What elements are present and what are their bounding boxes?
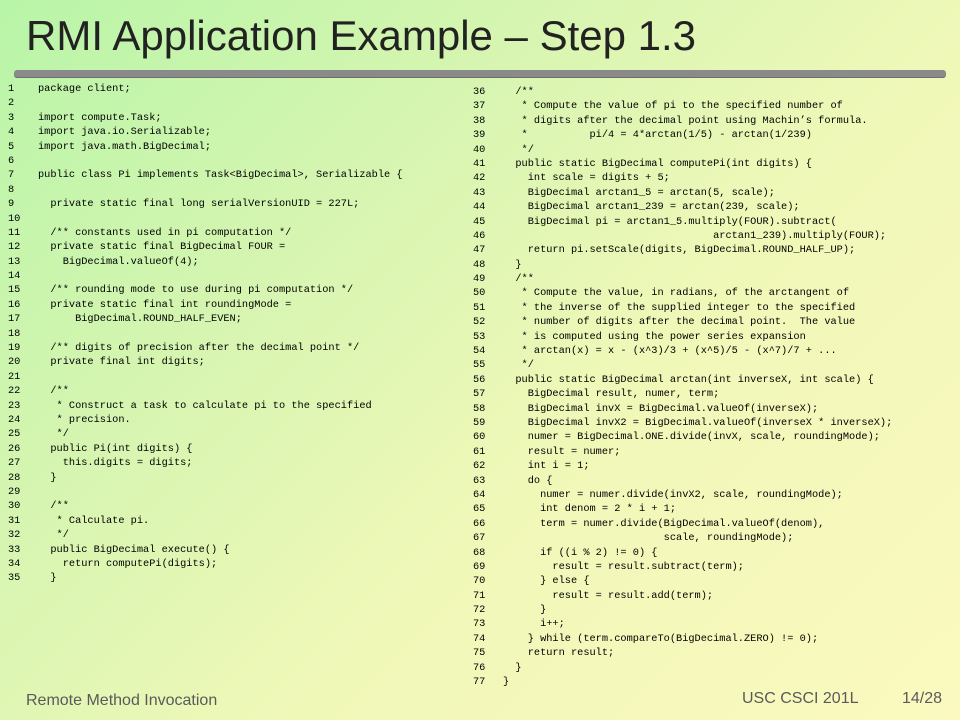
code-line (473, 646, 958, 660)
line-number: 28 (8, 471, 21, 484)
line-number: 56 (473, 373, 486, 386)
code-line (8, 471, 463, 485)
code-line (473, 243, 958, 257)
code-line (473, 330, 958, 344)
footer-course: USC CSCI 201L (742, 690, 859, 707)
line-number: 2 (8, 97, 15, 110)
code-line (8, 485, 463, 499)
code-text: term = numer.divide(BigDecimal.valueOf(denom), (503, 517, 825, 530)
line-number: 26 (8, 442, 21, 455)
line-number: 62 (473, 460, 486, 473)
code-line (473, 560, 958, 574)
line-number: 42 (473, 172, 486, 185)
code-line (8, 514, 463, 528)
code-text: public static BigDecimal computePi(int digits) { (503, 157, 812, 170)
code-line (8, 543, 463, 557)
code-line (473, 517, 958, 531)
code-line (8, 327, 463, 341)
code-line (473, 99, 958, 113)
line-number: 63 (473, 474, 486, 487)
code-text: * the inverse of the supplied integer to the specified (503, 301, 856, 314)
code-text: int denom = 2 * i + 1; (503, 503, 677, 516)
code-line (8, 269, 463, 283)
code-text: * number of digits after the decimal point. The value (503, 316, 856, 329)
code-text: result = numer; (503, 445, 621, 458)
code-text: /** rounding mode to use during pi computation */ (38, 284, 354, 297)
line-number: 46 (473, 229, 486, 242)
line-number: 69 (473, 560, 486, 573)
code-text: */ (38, 428, 69, 441)
line-number: 59 (473, 416, 486, 429)
code-line (8, 341, 463, 355)
line-number: 53 (473, 330, 486, 343)
code-text: /** (503, 86, 534, 98)
code-line (473, 416, 958, 430)
code-line (473, 301, 958, 315)
code-line (8, 168, 463, 182)
code-line (473, 286, 958, 300)
code-line (8, 226, 463, 240)
code-text: */ (503, 359, 534, 372)
code-line (8, 355, 463, 369)
line-number: 74 (473, 632, 486, 645)
code-text: private static final long serialVersionUID = 227L; (38, 198, 360, 211)
code-line (8, 557, 463, 571)
code-line (8, 111, 463, 125)
code-text: do { (503, 474, 553, 487)
code-line (473, 344, 958, 358)
code-text: BigDecimal arctan1_5 = arctan(5, scale); (503, 186, 775, 199)
code-text: BigDecimal arctan1_239 = arctan(239, scale); (503, 201, 800, 214)
line-number: 27 (8, 457, 21, 470)
code-text: package client; (38, 83, 131, 95)
code-text: return result; (503, 647, 615, 660)
line-number: 29 (8, 485, 21, 498)
line-number: 14 (8, 270, 21, 283)
code-text: */ (38, 529, 69, 542)
line-number: 51 (473, 301, 486, 314)
code-line (8, 571, 463, 585)
code-text: public Pi(int digits) { (38, 442, 193, 455)
code-text: this.digits = digits; (38, 457, 193, 470)
code-text: /** (503, 273, 534, 286)
code-line (8, 240, 463, 254)
line-number: 67 (473, 532, 486, 545)
line-number: 25 (8, 428, 21, 441)
line-number: 47 (473, 244, 486, 257)
code-text: return computePi(digits); (38, 557, 218, 570)
code-text: * pi/4 = 4*arctan(1/5) - arctan(1/239) (503, 129, 812, 142)
code-line (473, 675, 958, 689)
line-number: 65 (473, 503, 486, 516)
line-number: 77 (473, 676, 486, 689)
code-text: import java.io.Serializable; (38, 126, 212, 139)
code-line (473, 574, 958, 588)
code-line (8, 82, 463, 96)
code-line (473, 402, 958, 416)
line-number: 11 (8, 226, 21, 239)
code-text: BigDecimal.valueOf(4); (38, 255, 199, 268)
line-number: 64 (473, 488, 486, 501)
code-text: BigDecimal.ROUND_HALF_EVEN; (38, 313, 242, 326)
line-number: 68 (473, 546, 486, 559)
line-number: 1 (8, 83, 15, 95)
code-text: } else { (503, 575, 590, 588)
line-number: 12 (8, 241, 21, 254)
code-line (8, 528, 463, 542)
code-line (8, 140, 463, 154)
code-line (473, 387, 958, 401)
code-text: numer = BigDecimal.ONE.divide(invX, scale, roundingMode); (503, 431, 880, 444)
line-number: 48 (473, 258, 486, 271)
code-text: /** constants used in pi computation */ (38, 226, 292, 239)
line-number: 37 (473, 100, 486, 113)
code-text: import java.math.BigDecimal; (38, 140, 212, 153)
line-number: 31 (8, 514, 21, 527)
code-text: */ (503, 143, 534, 156)
code-text: import compute.Task; (38, 111, 162, 124)
line-number: 7 (8, 169, 15, 182)
line-number: 38 (473, 114, 486, 127)
line-number: 22 (8, 385, 21, 398)
code-line (8, 298, 463, 312)
code-text: BigDecimal invX = BigDecimal.valueOf(inverseX); (503, 402, 819, 415)
line-number: 3 (8, 111, 15, 124)
code-line (473, 143, 958, 157)
line-number: 54 (473, 345, 486, 358)
code-line (473, 603, 958, 617)
slide-title: RMI Application Example – Step 1.3 (26, 12, 697, 59)
line-number: 41 (473, 157, 486, 170)
code-line (473, 617, 958, 631)
code-line (473, 114, 958, 128)
code-line (473, 632, 958, 646)
code-text: * Calculate pi. (38, 514, 150, 527)
code-line (8, 370, 463, 384)
line-number: 70 (473, 575, 486, 588)
line-number: 24 (8, 413, 21, 426)
code-line (8, 197, 463, 211)
code-line (473, 661, 958, 675)
line-number: 32 (8, 529, 21, 542)
code-text: * Compute the value of pi to the specified number of (503, 100, 843, 113)
code-line (8, 384, 463, 398)
line-number: 6 (8, 154, 15, 167)
code-line (473, 272, 958, 286)
code-text: BigDecimal result, numer, term; (503, 388, 720, 401)
line-number: 18 (8, 327, 21, 340)
line-number: 17 (8, 313, 21, 326)
line-number: 55 (473, 359, 486, 372)
code-text: /** (38, 385, 69, 398)
code-line (473, 215, 958, 229)
code-text: return pi.setScale(digits, BigDecimal.ROUND_HALF_UP); (503, 244, 856, 257)
code-line (473, 430, 958, 444)
code-line (473, 589, 958, 603)
code-text: BigDecimal pi = arctan1_5.multiply(FOUR).subtract( (503, 215, 837, 228)
code-text: /** (38, 500, 69, 513)
code-line (8, 413, 463, 427)
line-number: 61 (473, 445, 486, 458)
code-line (473, 488, 958, 502)
line-number: 57 (473, 388, 486, 401)
line-number: 72 (473, 604, 486, 617)
code-listing-right (473, 85, 958, 689)
code-text: numer = numer.divide(invX2, scale, roundingMode); (503, 488, 843, 501)
line-number: 45 (473, 215, 486, 228)
code-text: BigDecimal invX2 = BigDecimal.valueOf(inverseX * inverseX); (503, 416, 893, 429)
code-text: } (38, 572, 57, 585)
code-text: public static BigDecimal arctan(int inverseX, int scale) { (503, 373, 874, 386)
line-number: 73 (473, 618, 486, 631)
code-line (8, 456, 463, 470)
footer-topic: Remote Method Invocation (26, 692, 218, 709)
code-line (473, 531, 958, 545)
line-number: 15 (8, 284, 21, 297)
line-number: 52 (473, 316, 486, 329)
line-number: 10 (8, 212, 21, 225)
code-text: * Construct a task to calculate pi to the specified (38, 399, 372, 412)
line-number: 13 (8, 255, 21, 268)
line-number: 19 (8, 342, 21, 355)
code-line (473, 546, 958, 560)
code-line (8, 96, 463, 110)
code-text: arctan1_239).multiply(FOUR); (503, 229, 887, 242)
code-line (473, 258, 958, 272)
line-number: 5 (8, 140, 15, 153)
line-number: 21 (8, 370, 21, 383)
code-listing-left (8, 82, 463, 586)
line-number: 8 (8, 183, 15, 196)
line-number: 36 (473, 86, 486, 98)
line-number: 75 (473, 647, 486, 660)
line-number: 66 (473, 517, 486, 530)
code-line (8, 183, 463, 197)
line-number: 4 (8, 126, 15, 139)
code-line (473, 358, 958, 372)
code-line (473, 128, 958, 142)
code-line (8, 212, 463, 226)
line-number: 30 (8, 500, 21, 513)
code-text: * Compute the value, in radians, of the arctangent of (503, 287, 850, 300)
code-text: } while (term.compareTo(BigDecimal.ZERO) != 0); (503, 632, 819, 645)
code-line (473, 229, 958, 243)
code-text: } (503, 604, 547, 617)
code-text: result = result.subtract(term); (503, 560, 744, 573)
line-number: 60 (473, 431, 486, 444)
code-line (8, 283, 463, 297)
line-number: 76 (473, 661, 486, 674)
line-number: 49 (473, 273, 486, 286)
code-line (473, 171, 958, 185)
code-text: * arctan(x) = x - (x^3)/3 + (x^5)/5 - (x^7)/7 + ... (503, 345, 837, 358)
line-number: 23 (8, 399, 21, 412)
line-number: 58 (473, 402, 486, 415)
code-text: public BigDecimal execute() { (38, 543, 230, 556)
code-text: private static final BigDecimal FOUR = (38, 241, 286, 254)
line-number: 43 (473, 186, 486, 199)
title-divider (14, 70, 946, 77)
code-line (473, 315, 958, 329)
code-line (473, 157, 958, 171)
code-line (8, 427, 463, 441)
code-line (473, 445, 958, 459)
code-line (473, 85, 958, 99)
code-text: int i = 1; (503, 460, 590, 473)
code-line (8, 499, 463, 513)
line-number: 20 (8, 356, 21, 369)
code-text: } (503, 258, 522, 271)
code-text: scale, roundingMode); (503, 532, 794, 545)
line-number: 34 (8, 557, 21, 570)
code-line (8, 154, 463, 168)
code-line (473, 502, 958, 516)
code-line (8, 399, 463, 413)
line-number: 44 (473, 201, 486, 214)
code-line (473, 186, 958, 200)
code-text: * precision. (38, 413, 131, 426)
code-text: /** digits of precision after the decimal point */ (38, 342, 360, 355)
code-text: } (38, 471, 57, 484)
code-text: private static final int roundingMode = (38, 298, 292, 311)
code-text: private final int digits; (38, 356, 205, 369)
code-text: } (503, 661, 522, 674)
code-line (8, 255, 463, 269)
code-line (473, 373, 958, 387)
line-number: 39 (473, 129, 486, 142)
line-number: 71 (473, 589, 486, 602)
code-text: if ((i % 2) != 0) { (503, 546, 658, 559)
line-number: 35 (8, 572, 21, 585)
code-text: * digits after the decimal point using Machin’s formula. (503, 114, 868, 127)
code-line (8, 312, 463, 326)
code-text: * is computed using the power series expansion (503, 330, 806, 343)
line-number: 33 (8, 543, 21, 556)
code-text: public class Pi implements Task<BigDecimal>, Serializable { (38, 169, 403, 182)
code-text: } (503, 676, 510, 689)
code-line (473, 200, 958, 214)
line-number: 40 (473, 143, 486, 156)
line-number: 16 (8, 298, 21, 311)
code-text: int scale = digits + 5; (503, 172, 670, 185)
code-text: result = result.add(term); (503, 589, 714, 602)
code-line (8, 442, 463, 456)
code-text: i++; (503, 618, 565, 631)
code-line (473, 474, 958, 488)
line-number: 9 (8, 198, 15, 211)
code-line (473, 459, 958, 473)
code-line (8, 125, 463, 139)
line-number: 50 (473, 287, 486, 300)
page-number: 14/28 (902, 690, 943, 707)
